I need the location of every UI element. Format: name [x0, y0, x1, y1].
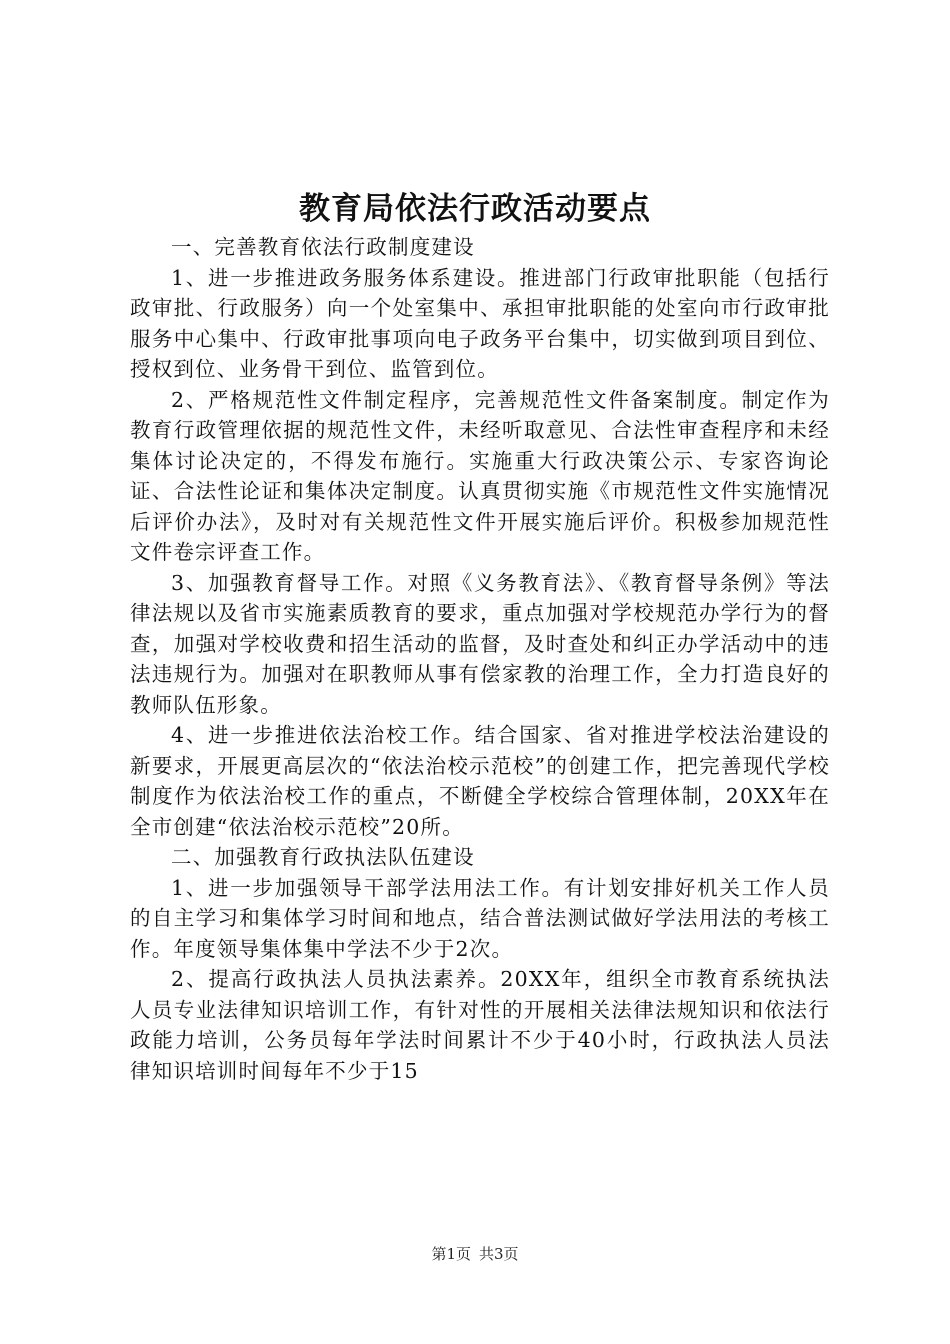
section-heading: 一、完善教育依法行政制度建设: [171, 235, 475, 259]
page-footer: [0, 1244, 950, 1264]
section-heading: 二、加强教育行政执法队伍建设: [171, 845, 475, 869]
paragraph: 1、进一步加强领导干部学法用法工作。有计划安排好机关工作人员的自主学习和集体学习时间和地点，结合普法测试做好学法用法的考核工作。年度领导集体集中学法不少于2次。: [130, 875, 830, 961]
paragraph: 4、进一步推进依法治校工作。结合国家、省对推进学校法治建设的新要求，开展更高层次的“依法治校示范校”的创建工作，把完善现代学校制度作为依法治校工作的重点，不断健全学校综合管理体制，20XX年在全市创建“依法治校示范校”20所。: [130, 723, 830, 839]
page-total: 共3页: [479, 1245, 519, 1263]
paragraph: 2、严格规范性文件制定程序，完善规范性文件备案制度。制定作为教育行政管理依据的规范性文件，未经听取意见、合法性审查程序和未经集体讨论决定的，不得发布施行。实施重大行政决策公示、专家咨询论证、合法性论证和集体决定制度。认真贯彻实施《市规范性文件实施情况后评价办法》，及时对有关规范性文件开展实施后评价。积极参加规范性文件卷宗评查工作。: [130, 387, 830, 564]
document-body: [130, 232, 830, 1086]
page-number: 第1页: [431, 1245, 471, 1263]
document-title: 教育局依法行政活动要点: [299, 191, 651, 227]
paragraph: 2、提高行政执法人员执法素养。20XX年，组织全市教育系统执法人员专业法律知识培训工作，有针对性的开展相关法律法规知识和依法行政能力培训，公务员每年学法时间累计不少于40小时，行政执法人员法律知识培训时间每年不少于15: [130, 967, 830, 1083]
paragraph: 1、进一步推进政务服务体系建设。推进部门行政审批职能（包括行政审批、行政服务）向一个处室集中、承担审批职能的处室向市行政审批服务中心集中、行政审批事项向电子政务平台集中，切实做到项目到位、授权到位、业务骨干到位、监管到位。: [130, 265, 830, 381]
paragraph: 3、加强教育督导工作。对照《义务教育法》、《教育督导条例》等法律法规以及省市实施素质教育的要求，重点加强对学校规范办学行为的督查，加强对学校收费和招生活动的监督，及时查处和纠正办学活动中的违法违规行为。加强对在职教师从事有偿家教的治理工作，全力打造良好的教师队伍形象。: [130, 570, 830, 717]
